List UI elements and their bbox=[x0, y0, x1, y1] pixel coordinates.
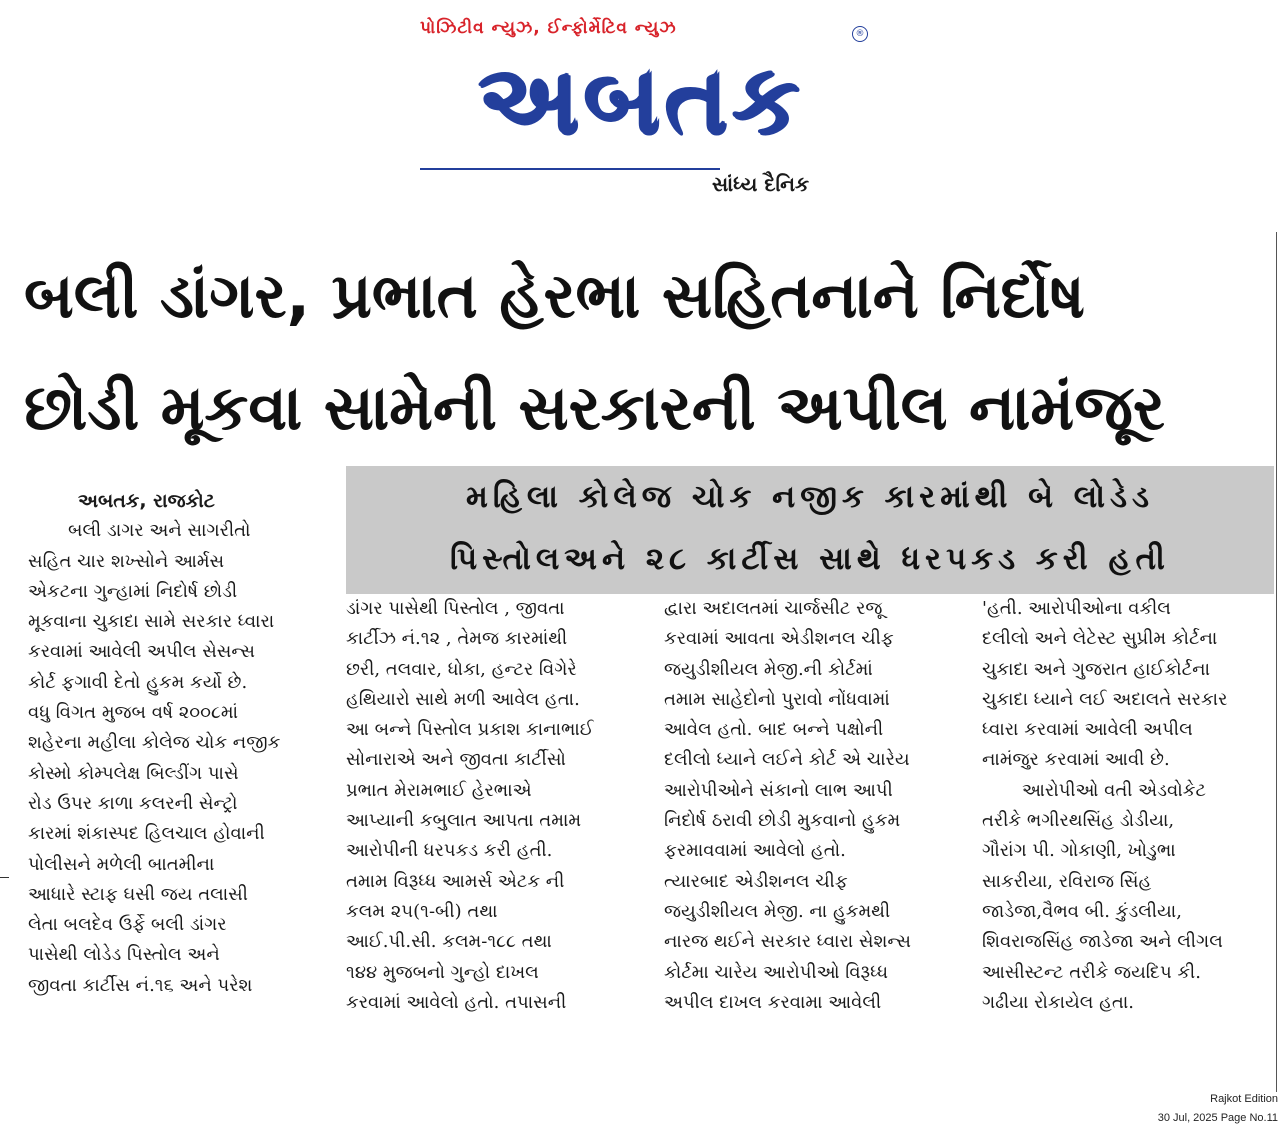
text-line: આરોપીઓ વતી એડવોકેટ bbox=[1022, 779, 1206, 801]
text-line: જીવતા કાર્ટીસ નં.૧૬ અને પરેશ bbox=[28, 974, 253, 996]
text-line: કોસ્મો કોમ્પલેક્ષ બિલ્ડીંગ પાસે bbox=[28, 762, 239, 784]
text-line: કોર્ટમા ચારેય આરોપીઓ વિરૂધ્ધ bbox=[664, 961, 889, 983]
subheading-box bbox=[346, 466, 1274, 594]
headline bbox=[24, 240, 1274, 464]
text-line: નામંજુર કરવામાં આવી છે. bbox=[982, 749, 1170, 771]
edition-label: Rajkot Edition bbox=[1210, 1093, 1278, 1105]
masthead-tagline: પોઝિટીવ ન્યુઝ, ઈન્ફોર્મેટિવ ન્યુઝ bbox=[420, 18, 677, 38]
text-line: કરવામાં આવેલો હતો. તપાસની bbox=[346, 991, 567, 1013]
logo-underline bbox=[420, 168, 720, 170]
text-line: નારજ થઈને સરકાર ધ્વારા સેશન્સ bbox=[664, 931, 911, 953]
text-line: કરવામાં આવેલી અપીલ સેસન્સ bbox=[28, 641, 255, 663]
text-line: આઈ.પી.સી. કલમ-૧૮૮ તથા bbox=[346, 931, 552, 953]
text-line: ગૌરાંગ પી. ગોકાણી, ખોડુભા bbox=[982, 840, 1176, 862]
masthead-subtitle: સાંધ્ય દૈનિક bbox=[712, 172, 810, 196]
text-line: આવેલ હતો. બાદ બન્ને પક્ષોની bbox=[664, 719, 884, 741]
text-line: સોનારાએ અને જીવતા કાર્ટીસો bbox=[346, 749, 566, 771]
text-line: શહેરના મહીલા કોલેજ ચોક નજીક bbox=[28, 732, 281, 754]
text-line: લેતા બલદેવ ઉર્ફે બલી ડાંગર bbox=[28, 914, 227, 936]
text-line: તરીકે ભગીરથસિંહ ડોડીયા, bbox=[982, 810, 1175, 832]
text-line: આ બન્ને પિસ્તોલ પ્રકાશ કાનાભાઈ bbox=[346, 719, 594, 741]
registered-mark-icon: ® bbox=[852, 26, 868, 42]
article-column-2 bbox=[346, 594, 640, 1018]
dateline: અબતક, રાજકોટ bbox=[78, 490, 215, 512]
text-line: આધારે સ્ટાફ ઘસી જય તલાસી bbox=[28, 883, 248, 905]
text-line: કોર્ટ ફગાવી દેતો હુકમ કર્યો છે. bbox=[28, 671, 248, 693]
text-line: આપ્યાની કબુલાત આપતા તમામ bbox=[346, 810, 582, 832]
text-line: રોડ ઉપર કાળા કલરની સેન્ટ્રો bbox=[28, 792, 238, 814]
text-line: નિદોર્ષ ઠરાવી છોડી મુકવાનો હુકમ bbox=[664, 810, 901, 832]
text-line: તમામ વિરૂધ્ધ આમર્સ એટક ની bbox=[346, 870, 565, 892]
text-line: ચુકાદા ધ્યાને લઈ અદાલતે સરકાર bbox=[982, 688, 1228, 710]
text-line: શિવરાજસિંહ જાડેજા અને લીગલ bbox=[982, 931, 1223, 953]
text-line: કલમ ૨૫(૧-બી) તથા bbox=[346, 900, 498, 922]
column-divider-right bbox=[1276, 232, 1277, 1092]
text-line: વધુ વિગત મુજબ વર્ષ ૨૦૦૮માં bbox=[28, 702, 238, 724]
text-line: જયુડીશીયલ મેજી. ના હુકમથી bbox=[664, 900, 891, 922]
text-line: પ્રભાત મેરામભાઈ હેરભાએ bbox=[346, 779, 532, 801]
headline-line-2: છોડી મૂકવા સામેની સરકારની અપીલ નામંજૂર bbox=[24, 371, 1165, 444]
text-line: હથિયારો સાથે મળી આવેલ હતા. bbox=[346, 688, 580, 710]
text-line: કારમાં શંકાસ્પદ હિલચાલ હોવાની bbox=[28, 823, 265, 845]
text-line: જાડેજા,વૈભવ બી. કુંડલીયા, bbox=[982, 900, 1182, 922]
text-line: દ્વારા અદાલતમાં ચાર્જસીટ રજૂ bbox=[664, 598, 883, 619]
text-line: ધ્વારા કરવામાં આવેલી અપીલ bbox=[982, 719, 1193, 741]
text-line: ફરમાવવામાં આવેલો હતો. bbox=[664, 840, 846, 862]
text-line: છરી, તલવાર, ધોકા, હન્ટર વિગેરે bbox=[346, 658, 577, 680]
text-line: ચુકાદા અને ગુજરાત હાઈકોર્ટના bbox=[982, 658, 1210, 680]
logo-text: અબતક bbox=[477, 43, 803, 155]
text-line: ગઢીયા રોકાયેલ હતા. bbox=[982, 991, 1134, 1013]
text-line: ડાંગર પાસેથી પિસ્તોલ , જીવતા bbox=[346, 598, 565, 619]
text-line: કાર્ટીઝ નં.૧૨ , તેમજ કારમાંથી bbox=[346, 628, 568, 650]
text-line: સહિત ચાર શખ્સોને આર્મસ bbox=[28, 550, 225, 572]
date-page-label: 30 Jul, 2025 Page No.11 bbox=[1157, 1112, 1278, 1124]
text-line: દલીલો ધ્યાને લઈને કોર્ટ એ ચારેય bbox=[664, 749, 910, 771]
text-line: ત્યારબાદ એડીશનલ ચીફ bbox=[664, 870, 848, 892]
text-line: તમામ સાહેદોનો પુરાવો નોંધવામાં bbox=[664, 688, 890, 710]
text-line: મૂકવાના ચુકાદા સામે સરકાર ધ્વારા bbox=[28, 611, 275, 633]
text-line: આસીસ્ટન્ટ તરીકે જયદિપ કી. bbox=[982, 961, 1201, 983]
subheading-line-2: પિસ્તોલઅને ૨૮ કાર્ટીસ સાથે ધરપકડ કરી હતી bbox=[450, 541, 1170, 577]
text-line: પાસેથી લોડેડ પિસ્તોલ અને bbox=[28, 944, 220, 966]
margin-tick bbox=[0, 877, 9, 878]
text-line: આરોપીની ધરપકડ કરી હતી. bbox=[346, 840, 553, 862]
headline-line-1: બલી ડાંગર, પ્રભાત હેરભા સહિતનાને નિર્દોષ bbox=[24, 259, 1085, 332]
article-column-4 bbox=[982, 594, 1274, 1018]
text-line: દલીલો અને લેટેસ્ટ સુપ્રીમ કોર્ટના bbox=[982, 628, 1218, 650]
text-line: જયુડીશીયલ મેજી.ની કોર્ટમાં bbox=[664, 658, 873, 680]
text-line: બલી ડાગર અને સાગરીતો bbox=[68, 520, 251, 542]
subheading-line-1: મહિલા કોલેજ ચોક નજીક કારમાંથી બે લોડેડ bbox=[465, 479, 1155, 515]
text-line: અપીલ દાખલ કરવામા આવેલી bbox=[664, 991, 882, 1013]
text-line: 'હતી. આરોપીઓના વકીલ bbox=[982, 598, 1171, 619]
masthead bbox=[0, 0, 1288, 212]
text-line: આરોપીઓને સંકાનો લાભ આપી bbox=[664, 779, 893, 801]
text-line: ૧૪૪ મુજબનો ગુન્હો દાખલ bbox=[346, 961, 539, 983]
article-column-3 bbox=[664, 594, 956, 1018]
text-line: કરવામાં આવતા એડીશનલ ચીફ bbox=[664, 628, 894, 650]
article-column-1 bbox=[28, 486, 320, 1001]
text-line: સાકરીયા, રવિરાજ સિંહ bbox=[982, 870, 1152, 892]
text-line: પોલીસને મળેલી બાતમીના bbox=[28, 853, 215, 875]
text-line: એકટના ગુન્હામાં નિદોર્ષ છોડી bbox=[28, 580, 238, 602]
newspaper-logo bbox=[420, 44, 860, 172]
